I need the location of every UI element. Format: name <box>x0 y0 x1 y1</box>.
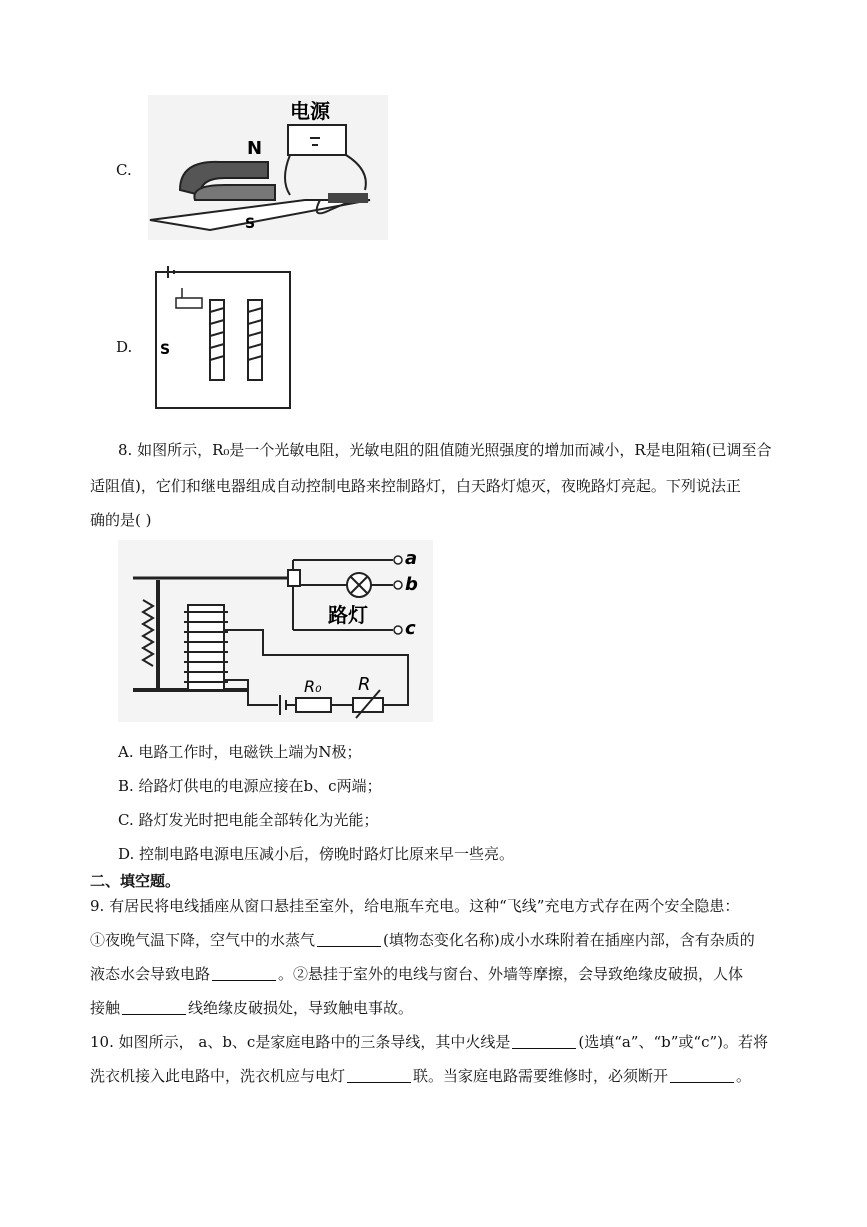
option-c-label: C. <box>116 161 132 179</box>
section-title-fill-in: 二、填空题。 <box>90 872 181 890</box>
q9-line4: 接触 线绝缘皮破损处，导致触电事故。 <box>90 999 414 1017</box>
q9-blank-3[interactable] <box>122 999 186 1015</box>
q9-line1: 9. 有居民将电线插座从窗口悬挂至室外，给电瓶车充电。这种“飞线”充电方式存在两个安全隐患： <box>90 897 740 915</box>
q10-blank-3[interactable] <box>670 1067 734 1083</box>
q8-terminal-b: b <box>405 574 418 595</box>
figure-q8-relay-circuit <box>118 540 438 725</box>
q10-blank-2[interactable] <box>347 1067 411 1083</box>
figure-d-electromagnet-diagram <box>150 262 300 414</box>
figc-n-label: N <box>247 138 263 159</box>
q10-line1: 10. 如图所示， a、b、c是家庭电路中的三条导线，其中火线是 (选填“a”、“b”或“c”)。若将 <box>90 1033 769 1051</box>
figc-s-label: S <box>245 216 256 232</box>
q8-option-b: B. 给路灯供电的电源应接在b、c两端； <box>118 777 382 795</box>
q10-line2: 洗衣机接入此电路中，洗衣机应与电灯 联。当家庭电路需要维修时，必须断开 。 <box>90 1067 752 1085</box>
figc-power-label: 电源 <box>290 99 330 123</box>
q8-option-c: C. 路灯发光时把电能全部转化为光能； <box>118 811 379 829</box>
q8-terminal-a: a <box>405 548 418 569</box>
q8-terminal-c: c <box>405 618 416 639</box>
q8-text-line3: 确的是( ) <box>90 511 152 529</box>
q9-line2: ①夜晚气温下降，空气中的水蒸气 (填物态变化名称)成小水珠附着在插座内部，含有杂质的 <box>90 931 755 949</box>
q8-r-label: R <box>358 674 371 695</box>
q10-blank-1[interactable] <box>512 1033 576 1049</box>
figd-switch-label: S <box>160 342 171 358</box>
q8-option-d: D. 控制电路电源电压减小后，傍晚时路灯比原来早一些亮。 <box>118 845 515 863</box>
option-d-label: D. <box>116 338 133 356</box>
q9-blank-2[interactable] <box>212 965 276 981</box>
q9-line3: 液态水会导致电路 。②悬挂于室外的电线与窗台、外墙等摩擦，会导致绝缘皮破损，人体 <box>90 965 744 983</box>
figure-c-motor-diagram <box>140 90 390 245</box>
q9-blank-1[interactable] <box>317 931 381 947</box>
q8-r0-label: R₀ <box>304 677 322 696</box>
q8-text-line1: 8. 如图所示，R₀是一个光敏电阻，光敏电阻的阻值随光照强度的增加而减小，R是电阻箱(已调至合 <box>118 441 772 459</box>
q8-option-a: A. 电路工作时，电磁铁上端为N极； <box>118 743 362 761</box>
q8-lamp-label: 路灯 <box>328 603 368 627</box>
q8-text-line2: 适阻值)，它们和继电器组成自动控制电路来控制路灯，白天路灯熄灭，夜晚路灯亮起。下列说法正 <box>90 477 741 495</box>
